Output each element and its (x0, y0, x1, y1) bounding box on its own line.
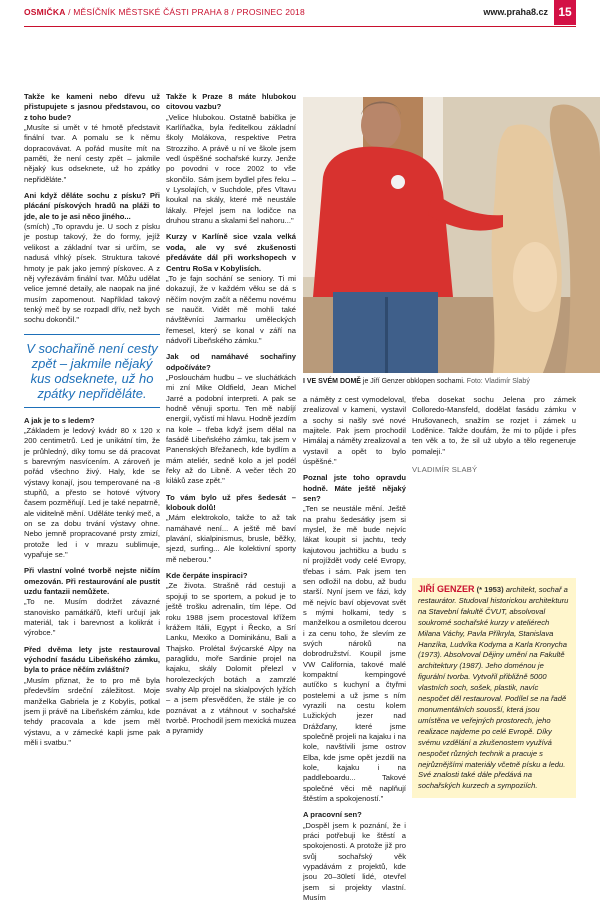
question: Ani když děláte sochu z písku? Při plácání pískových hradů na pláži to jde, ale to je asi něco jiného... (24, 191, 160, 221)
question: Před dvěma lety jste restauroval východní fasádu Libeňského zámku, byla to práce něčím zvláštní? (24, 644, 160, 675)
question: Kde čerpáte inspiraci? (166, 571, 248, 581)
bio-text: architekt, sochař a restaurátor. Studoval historickou architekturu na Stavební fakultě ČVUT, absolvoval soukromé sochařské kurzy v ateliérech Milana Váchy, Pavla Příkryla, Stanislava Hanzíka, Ludvíka Kodyma a Karla Kronycha (1973). Absolvoval Dějiny umění na Fakultě architektury (1987). Jeho doménou je figurální tvorba. Vytvořil přibližně 5000 vlastních soch, sošek, plastik, navíc nespočet děl restauroval. Podílel se na řadě monumentálních souosší, která jsou umístěna ve veřejných prostorech, jeho realizace najdeme po celé Evropě. Díky svému vzdělání a zkušenostem využívá nespočet různých technik a pracuje s nejrůznějšími materiály včetně písku a ledu. Své znalosti také dále předává na sochařských kurzech a sympoziích. (418, 585, 569, 791)
answer: „Musíte si umět v té hmotě představit finální tvar. A pomalu se k němu dopracovávat. A pořád musíte mít na paměti, že není cesty zpět – jakmile nějaký kus odseknete, už ho zpátky nepřiděláte." (24, 123, 160, 184)
header-rule (24, 26, 576, 27)
question: Při vlastní volné tvorbě nejste ničím omezován. Při restaurování ale pustit uzdu fantazii nemůžete. (24, 566, 160, 597)
answer: „Dospěl jsem k poznání, že i práci potřebuji ke štěstí a spokojenosti. A protože již pro svůj sochařský věk vypadávám z projektů, kde jsou 20–30letí lidé, otevřel jsem si projekty vlastní. Musím (303, 820, 406, 903)
header-url[interactable]: www.praha8.cz (483, 7, 548, 17)
answer: „Ze života. Strašně rád cestuji a spojuji to se sportem, a pokud je to ještě trošku adrenalin, tím lépe. Od roku 1988 jsem procestoval křížem krážem Itálii, Egypt i Řecko, a Srí Lanku, Mexiko a Dominikánu, Bali a Thajsko. Prolétal švýcarské Alpy na paraglidu, moře Sardinie projel na kajaku, skály Dolomit přelezl v horolezeckých botách a zamrzlé svahy Alp projel na skialpových lyžích – a jsem přesvědčen, že stále je co poznávat a z vtáhnout v sochařské tvorbě. Prochodil jsem mexická muzea a pyramidy (166, 581, 296, 736)
answer: (smích) „To opravdu je. U soch z písku je postup takový, že do formy, jejíž velikost a základní tvar si určím, se nadusá vlhký písek. Struktura takové hmoty je pak jako jemný pískovec. A z něj vyřezávám finální tvar. Můžu udělat velice jemné detaily, ale naopak na jiné musím zapomenout. Například takový tenký meč by se rozpadl dřív, než bych sochu dokončil." (24, 222, 160, 325)
pull-quote: V sochařině není cesty zpět – jakmile nějaký kus odseknete, už ho zpátky nepřiděláte. (24, 334, 160, 408)
article-author: VLADIMÍR SLABÝ (412, 465, 478, 475)
caption-credit: Foto: Vladimír Slabý (466, 378, 530, 385)
column-2 (166, 92, 296, 737)
answer: „To je fajn sochání se seniory. Ti mi dokazují, že v každém věku se dá s něčím novým začít a něčemu novému se naučit. Vidět mě mohli také návštěvníci Jarmarku uměleckých řemesel, který se konal v září na nádvoří Libeňského zámku." (166, 273, 296, 345)
question: A pracovní sen? (303, 810, 362, 820)
answer: „To ne. Musím dodržet závazné stanovisko památkářů, kteří určují jak materiál, tak i barevnost a kolikrát i výrobce." (24, 597, 160, 638)
caption-lead: I VE SVÉM DOMĚ (303, 378, 361, 385)
question: Takže k Praze 8 máte hlubokou citovou vazbu? (166, 92, 296, 112)
answer: „Musím přiznat, že to pro mě byla především srdeční záležitost. Moje manželka Gabriela je z Kobylis, potkal jsem ji právě na Libeňském zámku, kde tehdy pracovala a kde jsem měl výstavu, a v zámecké kapli jsme pak měli i svatbu." (24, 675, 160, 747)
sculptor-photo (303, 97, 600, 373)
question: A jak je to s ledem? (24, 415, 95, 425)
answer: „Poslouchám hudbu – ve sluchátkách mi zní Mike Oldfield, Jean Michel Jarré a podobní interpreti. A pak se hodně věnuji sportu. Ten mě nabíjí energií, vyčistí mi hlavu. Hodně jezdím na kole – třeba když jsem dělal na fasádě Libeňského zámku, tak jsem v Panenských Břežanech, kde bydlím a mám ateliér, sedně kolo a jel podél řeky až do Libně. A večer těch 20 kiláků zase zpět." (166, 372, 296, 486)
question: Poznal jste toho opravdu hodně. Máte ještě nějaký sen? (303, 473, 406, 504)
bio-name: JIŘÍ GENZER (418, 584, 475, 594)
answer: „Velice hlubokou. Ostatně babička je Karlíňačka, byla ředitelkou základní školy Molákova, respektive Petra Strozziho. A právě u ní ve škole jsem vedl úspěšné sochařské kurzy. Jenže po povodni v roce 2002 to vše skončilo. Sám jsem bydlel přes řeku – v Lysolajích, v Suchdole, přes Vltavu koukal na skály, které mě neustále lákaly. Přejel jsem na lodičce na druhou stranu a skalami šel nahoru..." (166, 112, 296, 226)
bio-year: (* 1953) (476, 585, 504, 594)
bio-box (412, 578, 576, 798)
header-title: OSMIČKA / MĚSÍČNÍK MĚSTSKÉ ČÁSTI PRAHA 8 / PROSINEC 2018 (24, 7, 305, 17)
answer: třeba dosekat sochu Jelena pro zámek Colloredo-Mansfeld, dodělat fasádu zámku v Hrušovanech, snažím se rozjet i zámek u Loděnice. Takže doufám, že mi to půjde i přes ten věk a to, že sil už ubylo a tělo regeneruje pomaleji." (412, 395, 576, 456)
answer: „Ten se neustále mění. Ještě na prahu šedesátky jsem si myslel, že mě bude nejvíc lákat koupit si jachtu, tedy kajutovou jachtičku a budu s ní projíždět vody celé Evropy, třebas i sám. Pak jsem ten sen odložil na dobu, až budu starší. Nyní jsem ve fázi, kdy mě nejvíc baví objevovat svět s mými holkami, tedy s manželkou a osmiletou dcerou i za cenu toho, že slevím ze svých nároků na dobrodružství. Koupil jsme VW California, takové malé kompaktní kempingové autíčko s kuchyní a čtyřmi postelemi a už jsme s ním vyrazili na cestu kolem Lužických jezer nad Drážďany, které jsme společně projeli na kajaku i na kole, navštívili jsme ostrov Elba, kde jsme opět jezdili na kole, kajaku i na paddleboardu... Takové společné věci mě naplňují štěstím a spokojeností." (303, 504, 406, 804)
question: To vám bylo už přes šedesát – klobouk dolů! (166, 492, 296, 513)
column-3 (303, 395, 406, 904)
question: Jak od namáhavé sochařiny odpočíváte? (166, 352, 296, 372)
page-header (0, 0, 600, 38)
photo-caption (303, 377, 583, 386)
answer: a náměty z cest vymodeloval, zrealizoval v kameni, vystavil a sochy si našly své nové majitele. Pak jsem prochodil Himálaj a náměty zrealizoval a vystavil a opět to bylo úspěšné." (303, 395, 406, 467)
question: Takže ke kameni nebo dřevu už přistupujete s jasnou představou, co z toho bude? (24, 92, 160, 122)
answer: „Mám elektrokolo, takže to až tak namáhavé není... A ještě mě baví plavání, skialpinismus, brusle, běžky, sjezd, surfing... Ale kolektivní sporty mě neberou." (166, 513, 296, 564)
column-1 (24, 92, 160, 748)
column-4 (412, 395, 576, 475)
caption-text: je Jiří Genzer obklopen sochami. (360, 378, 467, 385)
page-number: 15 (554, 0, 576, 25)
answer: „Základem je ledový kvádr 80 x 120 x 200 centimetrů. Led je unikátní tím, že je průhledný, díky tomu se dá pracovat s barevným nasvícením. A zároveň je pořád všechno živý. Haly, kde se výstavy konají, jsou temperované na -8 stupňů, a přesto se hotové výtvory časem pozměňují. Led je také nepatrně, ale viditelně mění. Uděláte tenký meč, a on se za dobu trvání výstavy ohne. Nebo jemně propracované prsty zmizí, protože led i v mrazu sublimuje, vypařuje se." (24, 425, 160, 560)
question: Kurzy v Karlíně sice vzala velká voda, ale vy své zkušenosti předáváte dál při workshopech v Centru RoSa v Kobylisích. (166, 232, 296, 273)
